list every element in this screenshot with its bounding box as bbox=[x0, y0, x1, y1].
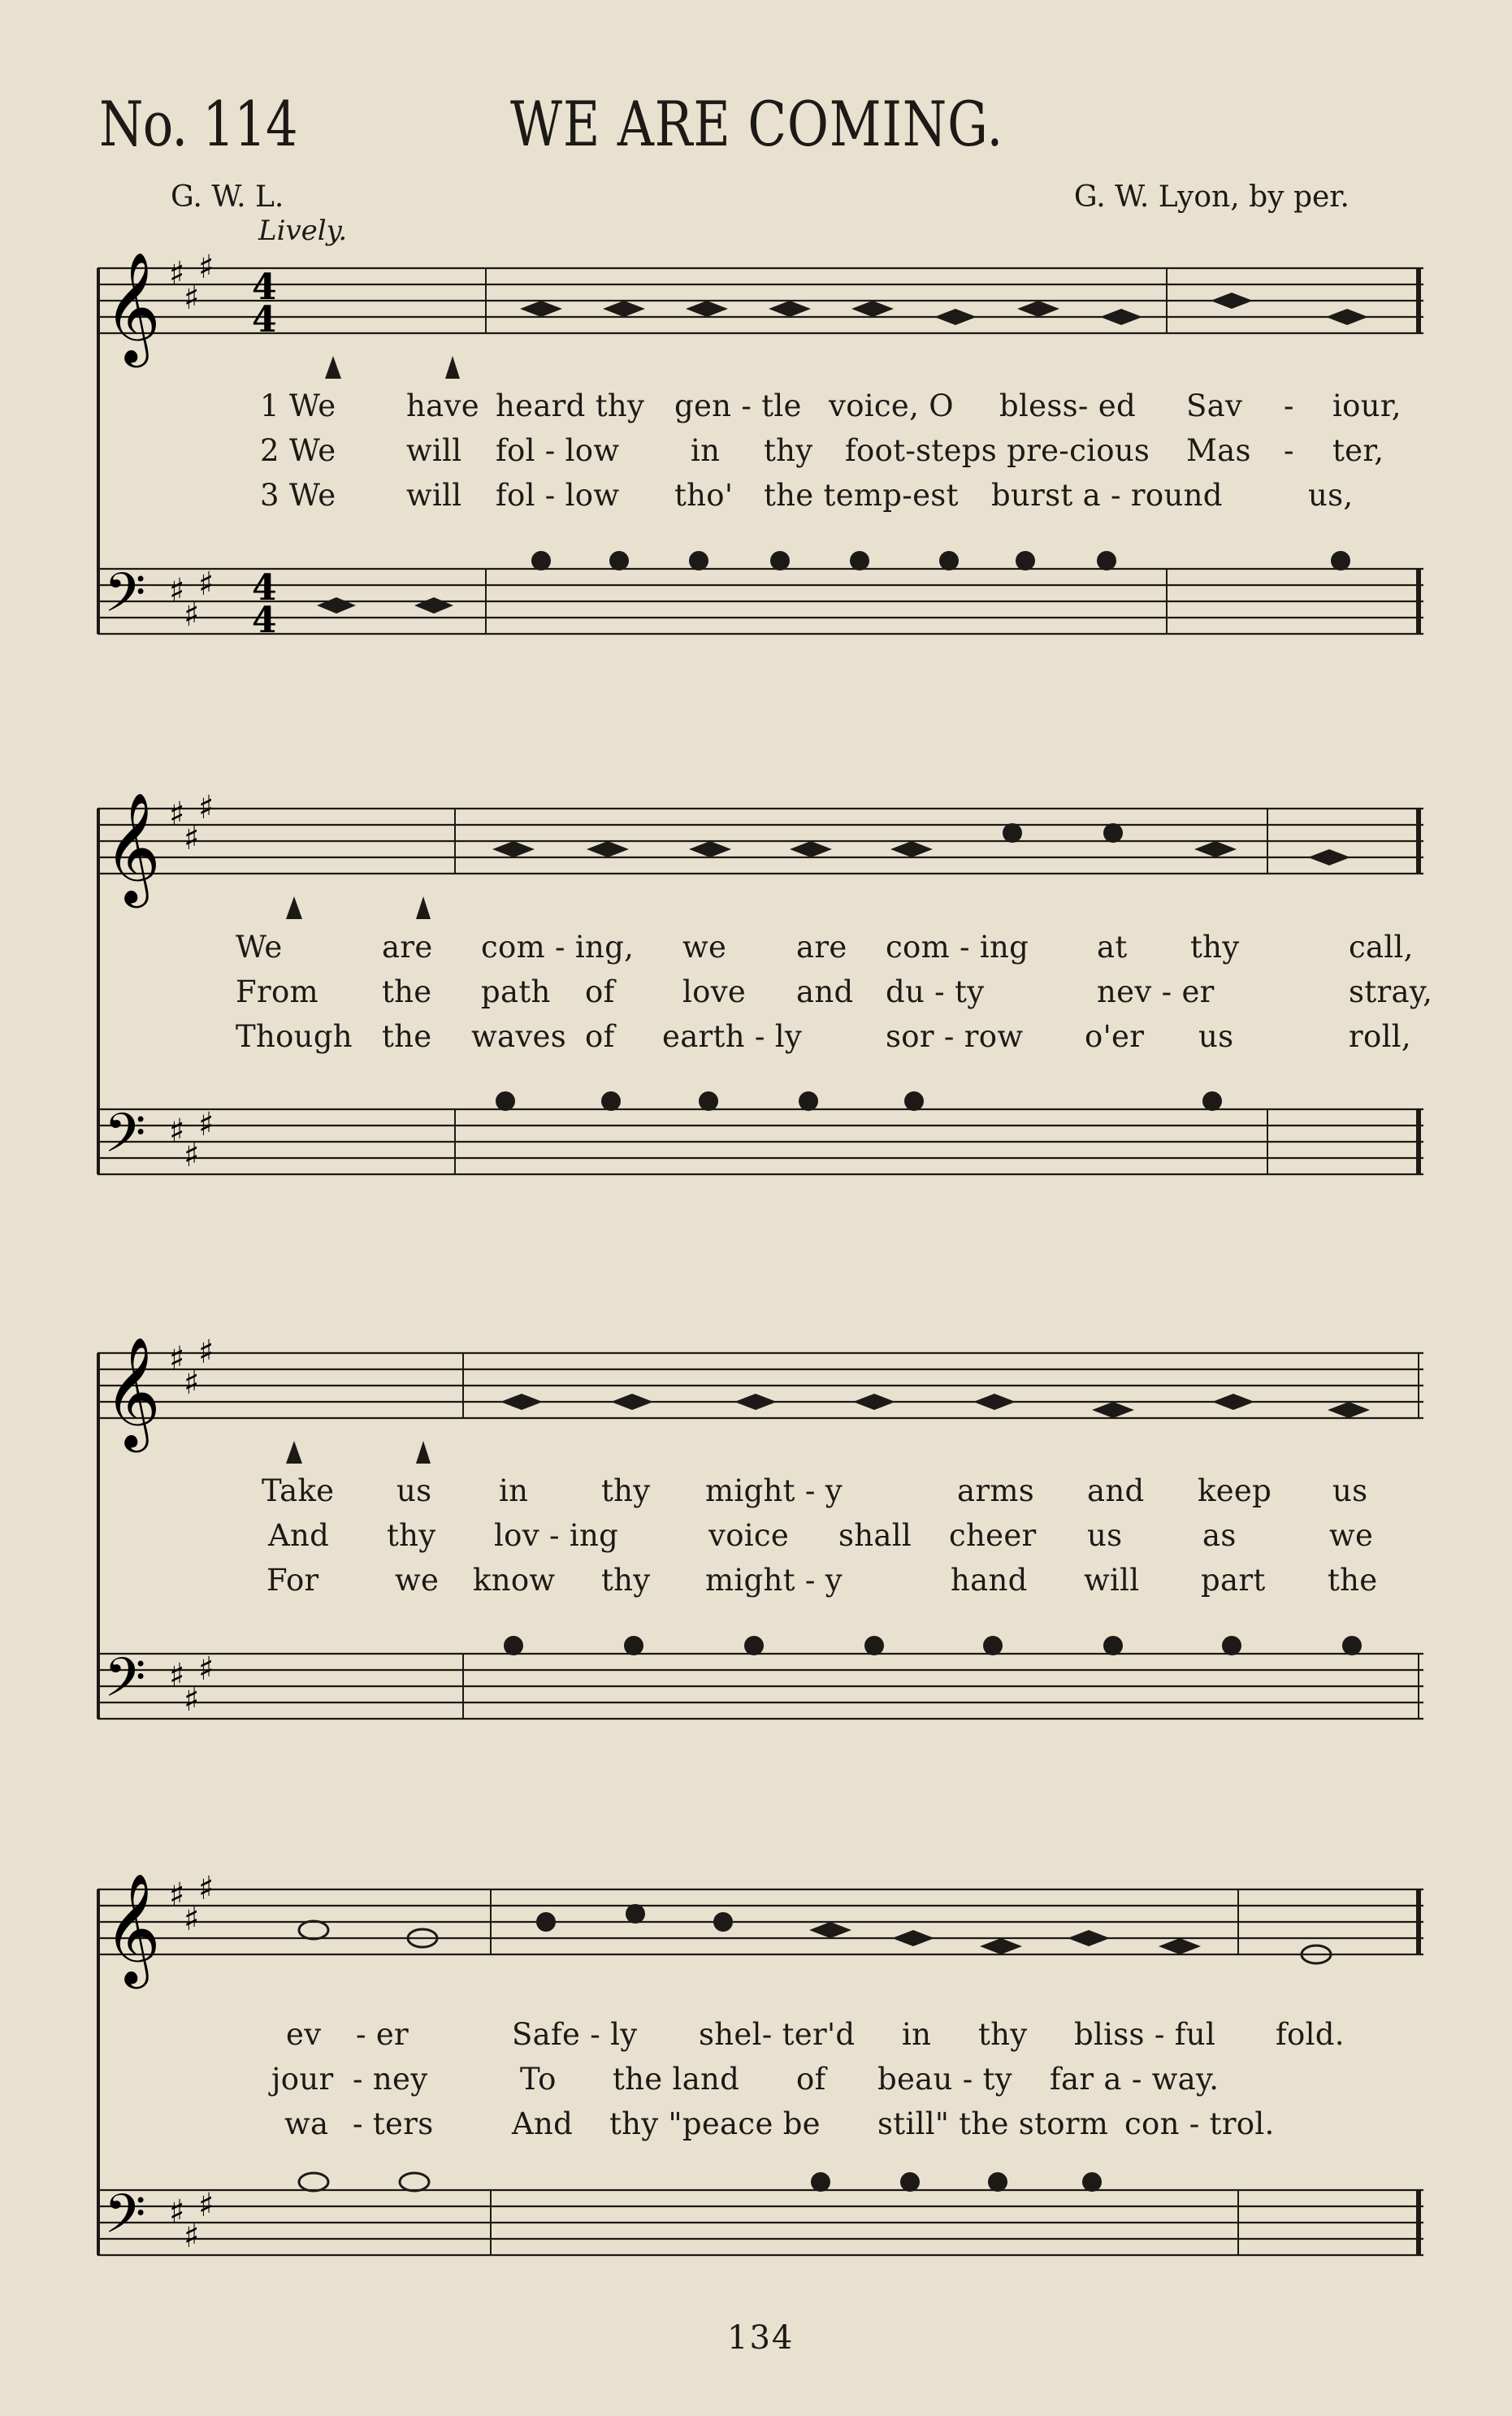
words-credit: G. W. L. bbox=[171, 180, 284, 214]
svg-text:♯: ♯ bbox=[198, 1337, 214, 1371]
svg-text:𝄞: 𝄞 bbox=[104, 1337, 161, 1447]
system-3-verse-2: And thy lov - ing voice shall cheer us as we bbox=[268, 1518, 1374, 1553]
page-number: 134 bbox=[727, 2319, 795, 2357]
svg-text:♯: ♯ bbox=[169, 1113, 185, 1150]
svg-text:♯: ♯ bbox=[198, 1873, 214, 1907]
svg-text:♯: ♯ bbox=[169, 255, 185, 293]
svg-text:4: 4 bbox=[252, 600, 277, 641]
system-2-verse-2: From the path of love and du - ty nev - er stray, bbox=[236, 974, 1433, 1009]
svg-text:♯: ♯ bbox=[184, 820, 200, 857]
svg-text:♯: ♯ bbox=[198, 566, 214, 603]
hymn-number: No. 114 bbox=[99, 88, 297, 160]
svg-text:♯: ♯ bbox=[169, 1657, 185, 1694]
svg-text:♯: ♯ bbox=[169, 796, 185, 833]
svg-text:𝄢: 𝄢 bbox=[104, 2183, 146, 2258]
svg-text:♯: ♯ bbox=[184, 280, 200, 317]
svg-text:♯: ♯ bbox=[184, 1681, 200, 1719]
bass-staff-lines bbox=[97, 569, 1423, 634]
notes bbox=[286, 823, 1350, 1111]
system-3-verse-3: For we know thy might - y hand will part the bbox=[266, 1563, 1378, 1598]
svg-text:♯: ♯ bbox=[198, 2187, 214, 2224]
svg-text:♯: ♯ bbox=[198, 1106, 214, 1143]
svg-text:𝄢: 𝄢 bbox=[104, 1102, 146, 1178]
system-2-verse-1: We are com - ing, we are com - ing at thy call, bbox=[236, 930, 1414, 965]
system-4-verse-3: wa - ters And thy "peace be still" the storm con - trol. bbox=[284, 2106, 1275, 2141]
svg-text:𝄞: 𝄞 bbox=[104, 792, 161, 903]
svg-text:𝄢: 𝄢 bbox=[104, 1646, 146, 1722]
system-1-verse-3: 3 We will fol - low tho' the temp-est burst a - round us, bbox=[260, 478, 1354, 513]
svg-text:♯: ♯ bbox=[184, 1137, 200, 1174]
tempo-marking: Lively. bbox=[258, 215, 348, 247]
system-3-verse-1: Take us in thy might - y arms and keep us bbox=[262, 1473, 1368, 1508]
svg-text:♯: ♯ bbox=[169, 572, 185, 609]
svg-text:♯: ♯ bbox=[184, 596, 200, 634]
half-notes bbox=[299, 1921, 1331, 2191]
svg-text:♯: ♯ bbox=[198, 252, 214, 286]
svg-text:♯: ♯ bbox=[198, 792, 214, 826]
svg-text:♯: ♯ bbox=[184, 1901, 200, 1938]
system-1-verse-2: 2 We will fol - low in thy foot-steps pre-cious Mas - ter, bbox=[260, 433, 1384, 468]
bass-clef: 𝄢 bbox=[104, 562, 146, 637]
svg-text:𝄞: 𝄞 bbox=[104, 1873, 161, 1984]
music-credit: G. W. Lyon, by per. bbox=[1073, 180, 1350, 214]
treble-clef: 𝄞 bbox=[104, 252, 161, 362]
system-2-music bbox=[0, 792, 1512, 1191]
system-4-verse-1: ev - er Safe - ly shel- ter'd in thy bliss - ful fold. bbox=[286, 2017, 1345, 2052]
svg-text:♯: ♯ bbox=[184, 2218, 200, 2255]
hymn-title: WE ARE COMING. bbox=[510, 88, 1004, 160]
system-4-music bbox=[0, 1873, 1512, 2296]
system-1-verse-1: 1 We have heard thy gen - tle voice, O bless- ed Sav - iour, bbox=[260, 388, 1402, 423]
system-4-verse-2: jour - ney To the land of beau - ty far a - way. bbox=[271, 2062, 1220, 2097]
svg-text:4: 4 bbox=[252, 299, 277, 340]
svg-text:♯: ♯ bbox=[184, 1364, 200, 1402]
svg-text:♯: ♯ bbox=[169, 2193, 185, 2231]
svg-text:4: 4 bbox=[252, 267, 277, 308]
key-signature bbox=[169, 252, 214, 634]
system-2-verse-3: Though the waves of earth - ly sor - row o'er us roll, bbox=[236, 1019, 1411, 1054]
svg-text:♯: ♯ bbox=[169, 1876, 185, 1914]
svg-text:4: 4 bbox=[252, 567, 277, 609]
svg-text:♯: ♯ bbox=[169, 1340, 185, 1377]
svg-text:♯: ♯ bbox=[198, 1650, 214, 1688]
